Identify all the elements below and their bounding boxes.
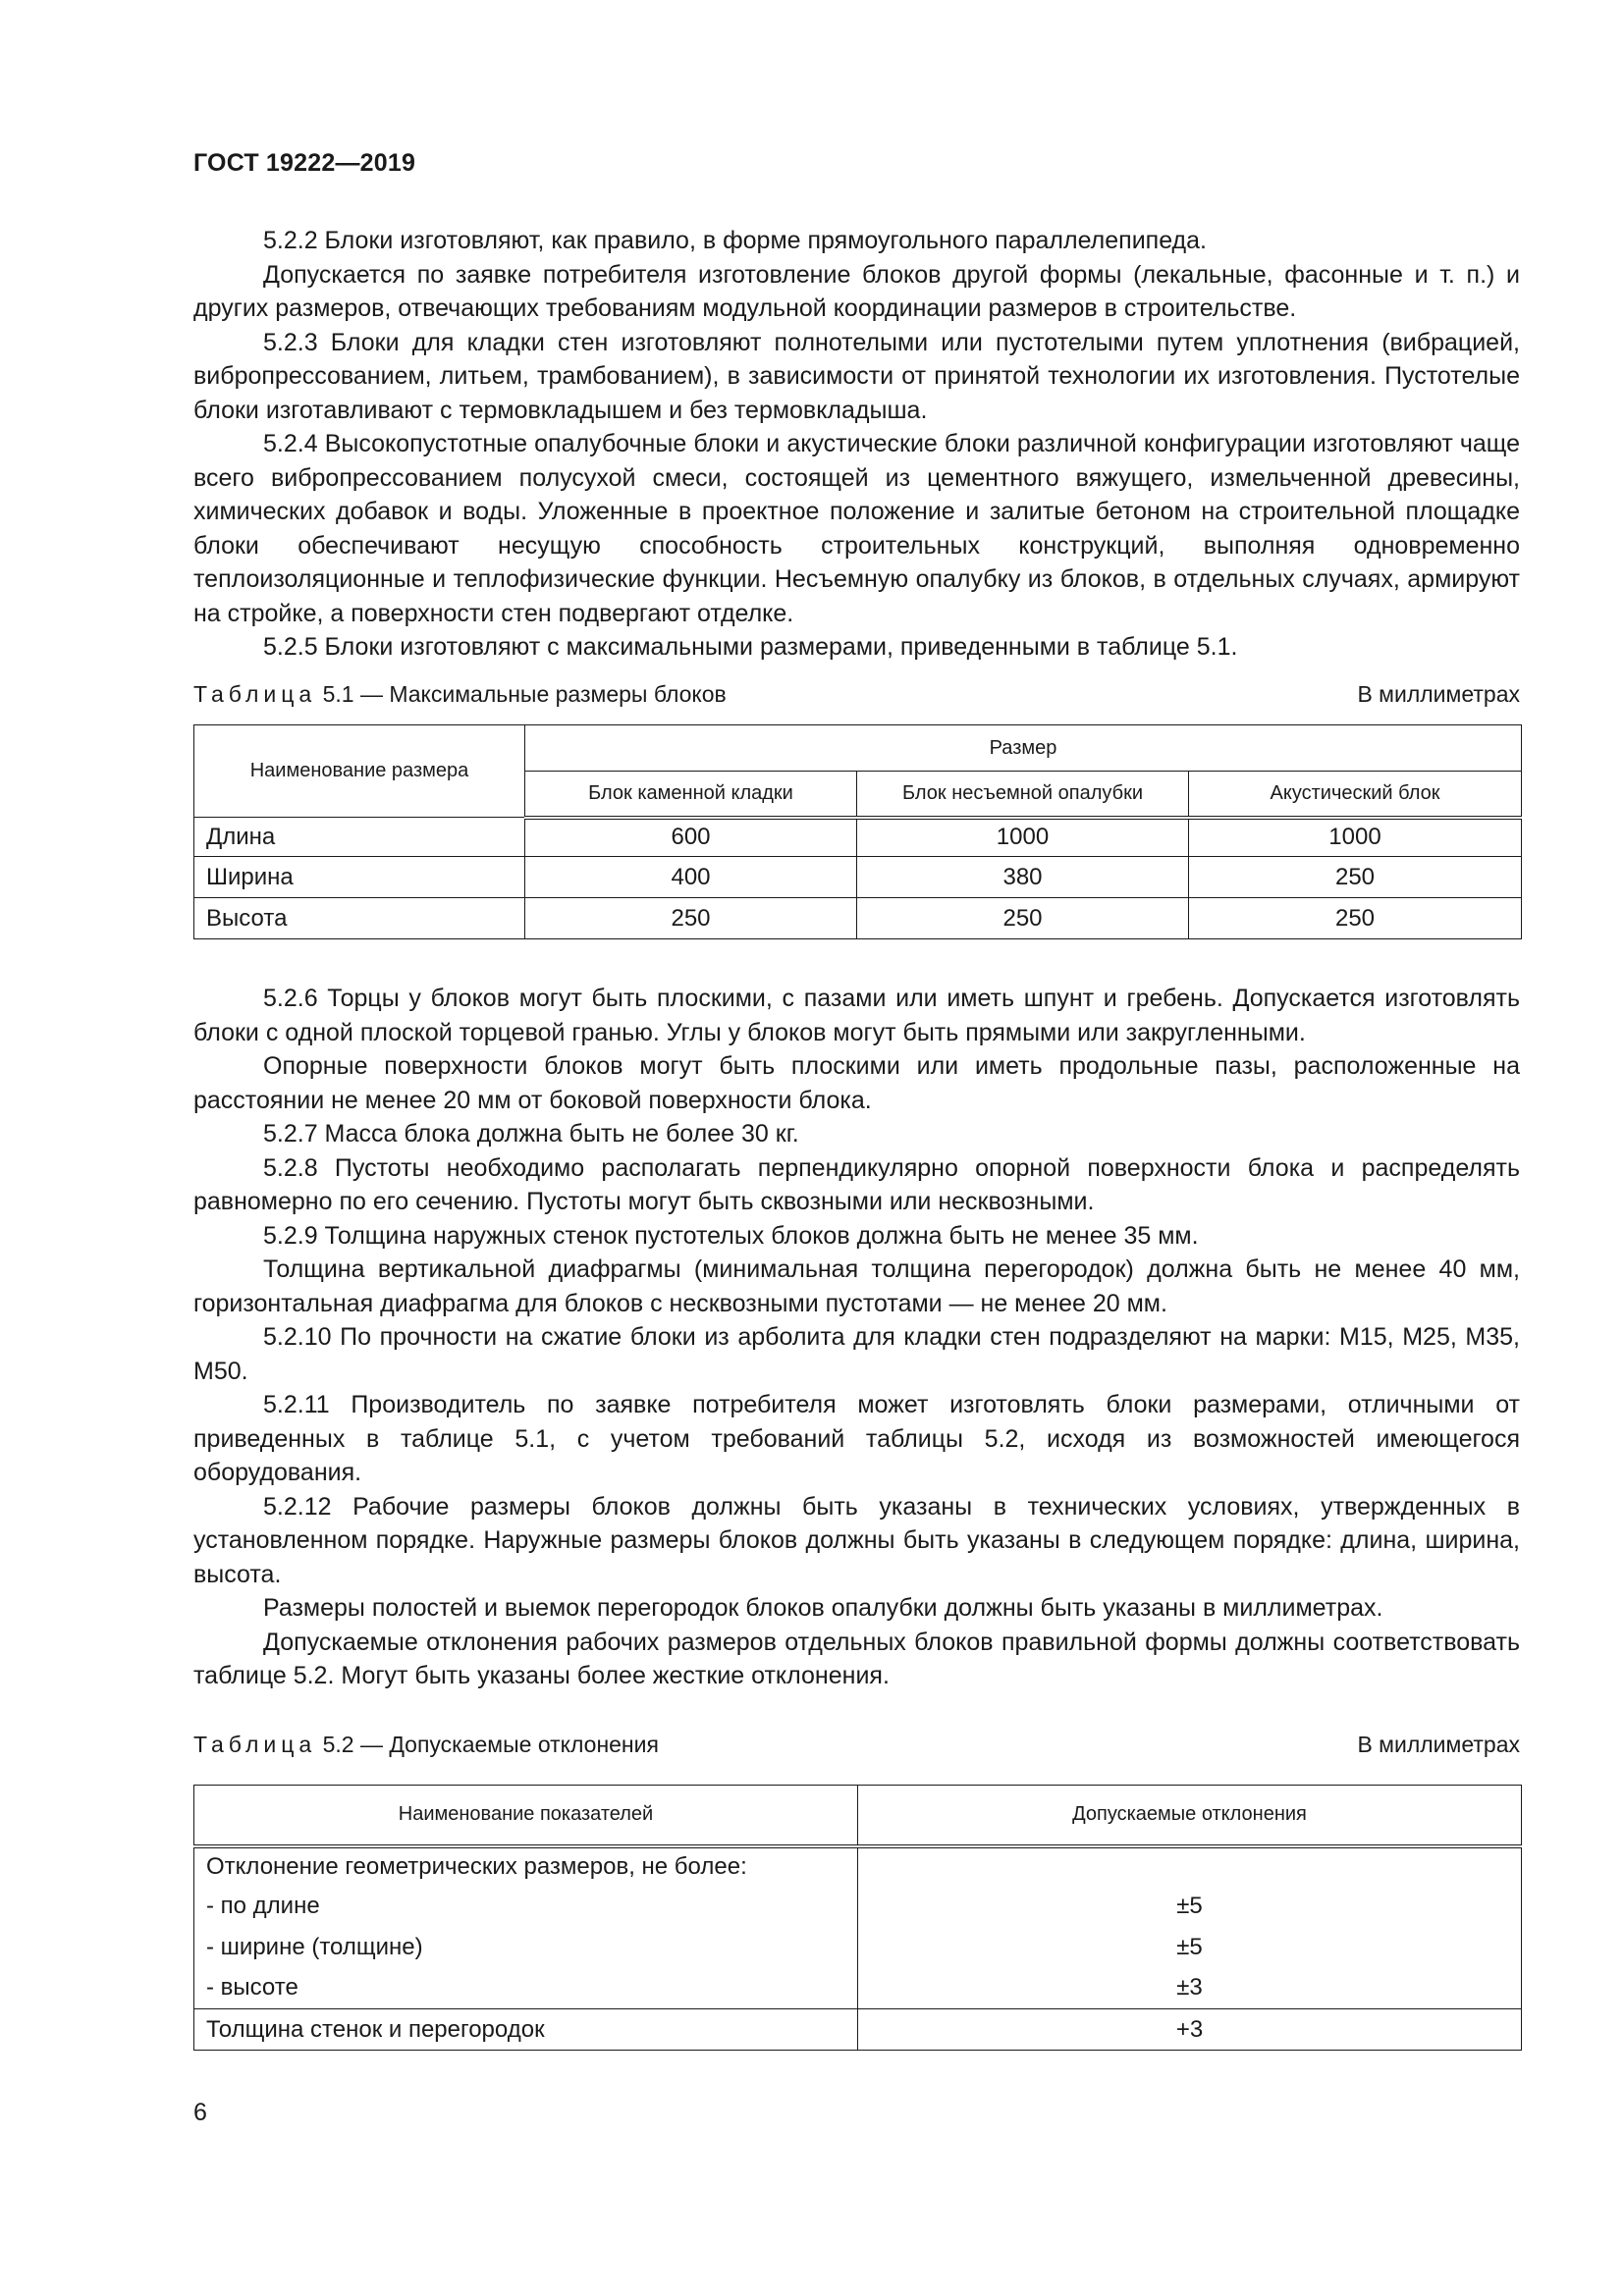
- table-cell-value: [858, 1846, 1522, 1886]
- table-cell-value: 400: [525, 857, 857, 898]
- table-cell-value: 250: [1189, 857, 1522, 898]
- table-row: [194, 1927, 1522, 1968]
- table1-subheader: Акустический блок: [1189, 772, 1522, 818]
- paragraph: 5.2.2 Блоки изготовляют, как правило, в форме прямоугольного параллелепипеда.: [263, 227, 1207, 254]
- table-row: [194, 1886, 1522, 1927]
- table-cell-value: ±5: [858, 1886, 1522, 1927]
- table-cell-label: - ширине (толщине): [194, 1927, 858, 1968]
- paragraph: 5.2.7 Масса блока должна быть не более 30 кг.: [263, 1120, 799, 1148]
- table-cell-label: Отклонение геометрических размеров, не более:: [194, 1846, 858, 1886]
- table-row: [194, 1846, 1522, 1886]
- paragraph: Толщина вертикальной диафрагмы (минимальная толщина перегородок) должна быть не менее 40 мм, горизонтальная диафрагма для блоков с несквозными пустотами — не менее 20 мм.: [193, 1255, 1520, 1317]
- table-row: [194, 898, 1522, 939]
- table1-caption-title: 5.1 — Максимальные размеры блоков: [322, 681, 727, 707]
- table-row: [194, 857, 1522, 898]
- paragraph: Допускаемые отклонения рабочих размеров отдельных блоков правильной формы должны соответствовать таблице 5.2. Могут быть указаны более жесткие отклонения.: [193, 1628, 1520, 1689]
- paragraph: 5.2.10 По прочности на сжатие блоки из арболита для кладки стен подразделяют на марки: М15, М25, М35, М50.: [193, 1323, 1520, 1385]
- body-text-top: [193, 224, 1520, 665]
- table-cell-value: +3: [858, 2009, 1522, 2051]
- table-row: [194, 2009, 1522, 2051]
- paragraph: 5.2.12 Рабочие размеры блоков должны быть указаны в технических условиях, утвержденных в установленном порядке. Наружные размеры блоков должны быть указаны в следующем порядке: длина, ширина, высота.: [193, 1492, 1520, 1588]
- table-cell-value: ±3: [858, 1968, 1522, 2009]
- table-row: [194, 818, 1522, 857]
- paragraph: Размеры полостей и выемок перегородок блоков опалубки должны быть указаны в миллиметрах.: [263, 1594, 1383, 1622]
- table-cell-label: Длина: [194, 818, 525, 857]
- paragraph: Опорные поверхности блоков могут быть плоскими или иметь продольные пазы, расположенные на расстоянии не менее 20 мм от боковой поверхности блока.: [193, 1052, 1520, 1114]
- table1-subheader: Блок каменной кладки: [525, 772, 857, 818]
- paragraph: 5.2.11 Производитель по заявке потребителя может изготовлять блоки размерами, отличными от приведенных в таблице 5.1, с учетом требований таблицы 5.2, исходя из возможностей имеющегося оборудования.: [193, 1391, 1520, 1486]
- table1-group-header: Размер: [525, 725, 1522, 772]
- page-number: 6: [193, 2099, 207, 2126]
- table2-col-value-header: Допускаемые отклонения: [858, 1786, 1522, 1846]
- body-text-middle: [193, 982, 1520, 1693]
- table1-col-name-header: Наименование размера: [194, 725, 525, 818]
- table-cell-value: 1000: [1189, 818, 1522, 857]
- paragraph: 5.2.3 Блоки для кладки стен изготовляют полнотелыми или пустотелыми путем уплотнения (вибрацией, вибропрессованием, литьем, трамбованием), в зависимости от принятой технологии их изготовления. Пустотелые блоки изготавливают с термовкладышем и без термовкладыша.: [193, 328, 1520, 424]
- table-row: [194, 1968, 1522, 2009]
- table2-col-name-header: Наименование показателей: [194, 1786, 858, 1846]
- paragraph: 5.2.5 Блоки изготовляют с максимальными размерами, приведенными в таблице 5.1.: [263, 633, 1238, 661]
- table-cell-label: Высота: [194, 898, 525, 939]
- table-cell-label: Толщина стенок и перегородок: [194, 2009, 858, 2051]
- table2-units: В миллиметрах: [1357, 1732, 1520, 1757]
- table2-caption-title: 5.2 — Допускаемые отклонения: [322, 1732, 659, 1757]
- table-cell-value: 1000: [857, 818, 1189, 857]
- paragraph: 5.2.9 Толщина наружных стенок пустотелых блоков должна быть не менее 35 мм.: [263, 1221, 1199, 1250]
- table-cell-label: Ширина: [194, 857, 525, 898]
- table-cell-value: 250: [857, 898, 1189, 939]
- table-cell-label: - по длине: [194, 1886, 858, 1927]
- paragraph: 5.2.4 Высокопустотные опалубочные блоки и акустические блоки различной конфигурации изготовляют чаще всего вибропрессованием полусухой смеси, состоящей из цементного вяжущего, измельченной древесины, химических добавок и воды. Уложенные в проектное положение и залитые бетоном на строительной площадке блоки обеспечивают несущую способность строительных конструкций, выполняя одновременно теплоизоляционные и теплофизические функции. Несъемную опалубку из блоков, в отдельных случаях, армируют на стройке, а поверхности стен подвергают отделке.: [193, 430, 1520, 627]
- table2-allowed-deviations: [193, 1785, 1522, 2051]
- table1-subheader: Блок несъемной опалубки: [857, 772, 1189, 818]
- table-cell-value: 600: [525, 818, 857, 857]
- table1-caption-word: Таблица: [193, 681, 317, 707]
- paragraph: Допускается по заявке потребителя изготовление блоков другой формы (лекальные, фасонные и т. п.) и других размеров, отвечающих требованиям модульной координации размеров в строительстве.: [193, 260, 1520, 322]
- document-header: ГОСТ 19222—2019: [193, 149, 416, 177]
- table1-units: В миллиметрах: [1357, 681, 1520, 707]
- table-cell-value: 250: [525, 898, 857, 939]
- paragraph: 5.2.6 Торцы у блоков могут быть плоскими, с пазами или иметь шпунт и гребень. Допускается изготовлять блоки с одной плоской торцевой гранью. Углы у блоков могут быть прямыми или закругленными.: [193, 985, 1520, 1046]
- table-cell-label: - высоте: [194, 1968, 858, 2009]
- paragraph: 5.2.8 Пустоты необходимо располагать перпендикулярно опорной поверхности блока и распределять равномерно по его сечению. Пустоты могут быть сквозными или несквозными.: [193, 1153, 1520, 1215]
- table-cell-value: ±5: [858, 1927, 1522, 1968]
- table-cell-value: 380: [857, 857, 1189, 898]
- table1-max-dimensions: [193, 724, 1522, 939]
- table-cell-value: 250: [1189, 898, 1522, 939]
- table2-caption-word: Таблица: [193, 1732, 317, 1757]
